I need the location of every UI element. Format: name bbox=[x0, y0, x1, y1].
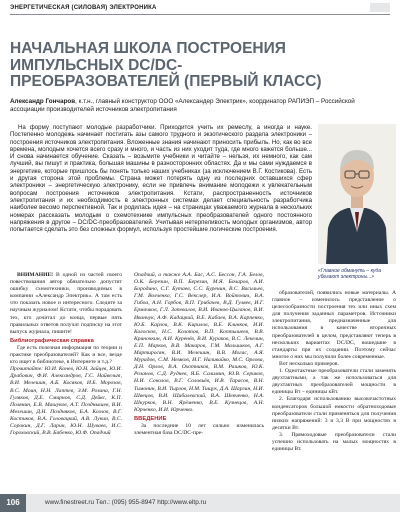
rubric-divider bbox=[10, 14, 390, 15]
bibliography-intro: Где есть полезная информация по теории и практике преобразователей? Как и все, везде кто ищет в библиотеке, в Интернете и т.д.? bbox=[10, 344, 122, 366]
photo-caption: «Главное обмануть – куда убегают электроны...» bbox=[318, 268, 382, 281]
example-item-1: 1. Однотактные преобразователи стали заменять двухтактными, а так же использоваться для двухтактных преобразователей мощности в единицы Вт – единицы кВт. bbox=[272, 368, 396, 396]
author-photo bbox=[318, 124, 396, 264]
author-photo-illustration bbox=[318, 124, 396, 264]
body-column-2 bbox=[134, 272, 264, 437]
introduction-paragraph: За последние 10 лет сильно изменилась элементная база DC/DC-пре- bbox=[134, 422, 264, 437]
author-byline bbox=[10, 98, 390, 114]
body-column-3 bbox=[272, 290, 396, 453]
authors-continued: Опадчий, а также А.А. Бас, А.С. Бессон, Г.А. Белов, О.К. Березин, В.П. Березин, М.Я. Бочаров, А.И. Бородино, С.Г. Бутаев, С.С. Буренин, В.С. Васильев, Г.М. Волченко, Г.С. Векслер, И.А. Войтович, В.А. Гибоа, А.Н. Горбов, В.П. Грибачев, В.Д. Гуляев, И.Г. Ермачков, Г.Л. Запевалов, В.И. Иванов-Цыганов, В.И. Иванчук, А.Ф. Кадацкий, В.Е. Кабаев, В.А. Карпенко, Ю.Б. Карлов, В.К. Кирилов, В.Е. Клинков, И.И. Колосков, Н.С. Колотов, В.П. Коптышеев, В.В. Криночкин, А.И. Куренёв, В.И. Кураков, В.С. Лекелин, Е.П. Марков, В.В. Макаров, Г.М. Малышков, А.Г. Мартиросян, В.И. Мелешин, В.В. Могас, А.Я. Мурадов, С.М. Немков, И.Г. Наливайко, М.С. Орлова, Д.Н. Орлов, В.А. Охотников, В.М. Рашков, Ю.К. Розанов, С.Д. Руднев, Я.Б. Салимин, Ю.В. Сериков, Н.И. Соколов, В.Г. Соловьёв, И.В. Тарасов, В.Н. Тимонин, В.И. Тырлов, Н.М. Тищук, Д.А. Шаргин, Н.И. Швецов, В.И. Шибалевский, В.А. Шевченко, Н.А. Шкурков, В.Н. Ярёменко, В.Е. Кузнецов, А.Н. Юрченко, И.И. Юрченко. bbox=[134, 272, 264, 413]
introduction-heading: ВВЕДЕНИЕ bbox=[134, 415, 167, 422]
example-item-3: 3. Прямоходовые преобразователи стали успешно использовать на малых мощностях в единицы Вт. bbox=[272, 431, 396, 453]
body-column-1 bbox=[10, 272, 122, 437]
bibliography-heading: Библиографическая справка bbox=[10, 337, 94, 344]
bibliography-authors: Прочитайте: Ю.И. Конев, Ю.Н. Зайцев, Ю.И. Драбович, Ф.И. Александров, Г.С. Найвельт, В.И. Мелешин, А.Б. Косяков, И.Б. Морозов, В.С. Моин, Н.Н. Лаптев, З.М. Розина, Г.Н. Гуляков, Д.Е. Смирнов, С.Д. Дейкс, К.П. Полянин, Е.В. Машуков, А.Т. Позднышев, В.И. Мелешин, Д.Н. Поздняков, Б.А. Козлов, В.Г. Костиков, В.А. Головацкий, А.В. Лукин, В.С. Сорокин, Д.Г. Ларин, Ю.Н. Шуваев, И.С. Гороховский, В.В. Бабенко, Ю.Ф. Опадчий bbox=[10, 366, 122, 437]
page-number: 106 bbox=[0, 494, 26, 512]
lead-paragraph: На форму поступают молодые разработчики. Приходится учить их ремеслу, а иногда и науке. Постепенно молодежь начинает постигать азы самого трудного и экзотического раздела электроники – построения источников электропитания. Вложенные знания начинают приносить прибыль. Но, как во все времена, молодым хочется всего сразу и много, и часть из них уходит туда, где много кажется больше... И снова начинается обучение. Сказать – возьмите учебники и читайте – нельзя, их немного, как сам лучший, вы пишут и практика, большая машины в разносторонних областях. Да и мы сами нуждаемся в энергетике, которые пришлось бы понять только наших учебниках (за исключением В.Г. Костикова). Есть и другая сторона этой проблемы. Страна может потерять одну из последних оставшихся сфер электроники – энергетическую электронику, если не привлечь внимание молодежи к увлекательным вопросам построения источников электропитания. Кстати, распространенность источников электропитания и их необходимость в электронных системах делает специальность разработчика наиболее весомо перспективной. Так и родилась идея – на страницах уважаемого журнала в нескольких номерах рассказать молодым о схемотехнике импульсных преобразователей одного постоянного напряжения в другое – DC/DC-преобразователей. Учитывая нетерпеливость молодых организмов, автор попытается сделать это без сложных формул, используя простейшие логические построения. bbox=[10, 124, 312, 234]
column3-paragraph-1: образователей, появились новые материалы. А главное – изменилось представление о целесообразности построения тех или иных схем для получения заданных параметров. Источники электропитания, предназначенные для использования в качестве вторичных преобразователей в целом, представляют теперь в нескольких вариантах DC/DC, вошедшие в стандарты при их создании. Поэтому сейчас многое о них мы получили более современные. bbox=[272, 290, 396, 360]
author-name: Александр Гончаров bbox=[10, 98, 76, 105]
rubric-label: ЭНЕРГЕТИЧЕСКАЯ (СИЛОВАЯ) ЭЛЕКТРОНИКА bbox=[10, 5, 157, 11]
notice-paragraph bbox=[10, 272, 122, 336]
article-title: НАЧАЛЬНАЯ ШКОЛА ПОСТРОЕНИЯ ИМПУЛЬСНЫХ DC/DC-ПРЕОБРАЗОВАТЕЛЕЙ (ПЕРВЫЙ КЛАСС) bbox=[10, 40, 322, 90]
page-footer bbox=[0, 494, 400, 518]
author-details: , к.т.н., главный конструктор ООО «Александер Электрик», координатор РАПИЭП – Российской ассоциации производителей источников электропитания bbox=[10, 98, 355, 113]
rubric-header bbox=[0, 0, 400, 17]
notice-lead: ВНИМАНИЕ! bbox=[17, 272, 54, 278]
footer-contacts: www.finestreet.ru Тел.: (095) 955-8947 http://www.eltp.ru bbox=[45, 499, 207, 506]
notice-text: В одной из частей своего повествования автор обязательно допустит ошибку схемотехники, производимых в компании «Александр Электрик». А там есть что показать новое и интересного. Следите за научным журналом! Кстати, чтобы порадовать тех, кто дочитал до конца, первые пять правильных ответов получат подписку на этот выпуск журнала, пишите! bbox=[10, 272, 122, 335]
example-item-2: 2. Благодаря использованию высокочастотных конденсаторов большой емкости обратноходовые преобразователи стали применяться для получения низких напряжений: 3 и 3,3 В при мощностях в десятки Вт. bbox=[272, 396, 396, 431]
column3-paragraph-2: Вот несколько примеров. bbox=[279, 360, 339, 367]
rubric-marker bbox=[370, 3, 390, 12]
